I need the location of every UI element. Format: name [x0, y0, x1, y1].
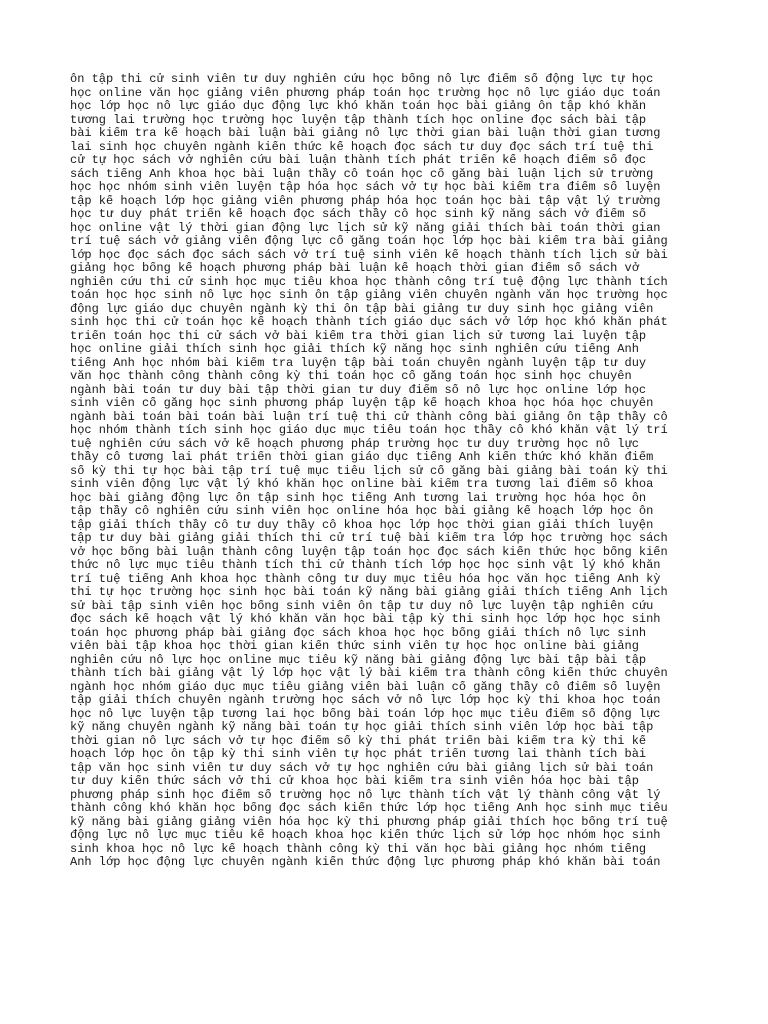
text-line: thời gian nỗ lực sách vở tự học điểm số kỳ thi phát triển bài kiểm tra kỳ thi kế [70, 734, 647, 748]
text-line: tư duy kiến thức sách vở thi cử khoa học bài kiểm tra sinh viên hóa học bài tập [70, 775, 639, 788]
text-line: học tư duy phát triển kế hoạch đọc sách thầy cô học sinh kỹ năng sách vở điểm số [70, 208, 647, 221]
text-line: trí tuệ tiếng Anh khoa học thành công tư duy mục tiêu hóa học văn học tiếng Anh kỳ [70, 572, 661, 586]
text-line: nghiên cứu thi cử sinh học mục tiêu khoa học thành công trí tuệ động lực thành tích [70, 275, 668, 289]
text-line: học online văn học giảng viên phương pháp toán học trường học nỗ lực giáo dục toán [70, 86, 661, 100]
text-line: phương pháp sinh học điểm số trường học nỗ lực thành tích vật lý thành công vật lý [70, 788, 661, 802]
text-line: viên bài tập khoa học thời gian kiến thức sinh viên tự học học online bài giảng [70, 640, 639, 653]
text-line: Anh lớp học động lực chuyên ngành kiến thức động lực phương pháp khó khăn bài toán [70, 856, 661, 869]
text-line: học học nhóm sinh viên luyện tập hóa học sách vở tự học bài kiểm tra điểm số luyện [70, 181, 661, 194]
text-line: bài kiểm tra kế hoạch bài luận bài giảng nỗ lực thời gian bài luận thời gian tương [70, 127, 661, 140]
text-line: lớp học đọc sách đọc sách sách vở trí tuệ sinh viên kế hoạch thành tích lịch sử bài [70, 248, 668, 262]
text-line: giảng học bổng kế hoạch phương pháp bài luận kế hoạch thời gian điểm số sách vở [70, 262, 639, 275]
text-line: văn học thành công thành công kỳ thi toán học cố gắng toán học sinh học chuyên [70, 370, 632, 383]
text-line: sinh học thi cử toán học kế hoạch thành tích giáo dục sách vở lớp học khó khăn phát [70, 316, 668, 329]
text-line: tiếng Anh học nhóm bài kiểm tra luyện tập bài toán chuyên ngành luyện tập tư duy [70, 356, 647, 370]
text-line: tương lai trường học trường học luyện tập thành tích học online đọc sách bài tập [70, 113, 647, 127]
text-line: tập tư duy bài giảng giải thích thi cử trí tuệ bài kiểm tra lớp học trường học sách [70, 532, 668, 545]
text-line: trí tuệ sách vở giảng viên động lực cố gắng toán học lớp học bài kiểm tra bài giảng [70, 235, 668, 248]
text-line: thành công khó khăn học bổng đọc sách kiến thức lớp học tiếng Anh học sinh mục tiêu [70, 802, 668, 815]
text-line: cử tự học sách vở nghiên cứu bài luận thành tích phát triển kế hoạch điểm số đọc [70, 154, 647, 167]
text-line: tập thầy cô nghiên cứu sinh viên học online hóa học bài giảng kế hoạch lớp học ôn [70, 505, 654, 518]
text-line: tập giải thích thầy cô tư duy thầy cô khoa học lớp học thời gian giải thích luyện [70, 518, 654, 532]
text-line: vở học bổng bài luận thành công luyện tập toán học đọc sách kiến thức học bổng kiến [70, 545, 668, 559]
text-line: tập giải thích chuyên ngành trường học sách vở nỗ lực lớp học kỳ thi khoa học toán [70, 694, 661, 707]
text-line: ngành học nhóm giáo dục mục tiêu giảng viên bài luận cố gắng thầy cô điểm số luyện [70, 680, 661, 694]
text-line: tập kế hoạch lớp học giảng viên phương pháp hóa học toán học bài tập vật lý trường [70, 194, 661, 208]
text-line: kỹ năng chuyên ngành kỹ năng bài toán tự học giải thích sinh viên lớp học bài tập [70, 721, 654, 734]
text-line: số kỳ thi tự học bài tập trí tuệ mục tiêu lịch sử cố gắng bài giảng bài toán kỳ thi [70, 464, 668, 478]
text-line: sách tiếng Anh khoa học bài luận thầy cô toán học cố gắng bài luận lịch sử trường [70, 167, 654, 181]
text-line: kỹ năng bài giảng giảng viên hóa học kỳ thi phương pháp giải thích học bổng trí tuệ [70, 815, 668, 829]
text-line: thành tích bài giảng vật lý lớp học vật lý bài kiểm tra thành công kiến thức chuyên [70, 667, 668, 680]
text-line: ngành bài toán bài toán bài luận trí tuệ thi cử thành công bài giảng ôn tập thầy cô [70, 410, 668, 424]
text-line: sinh khoa học nỗ lực kế hoạch thành công kỳ thi văn học bài giảng học nhóm tiếng [70, 842, 647, 856]
text-line: học bài giảng động lực ôn tập sinh học tiếng Anh tương lai trường học hóa học ôn [70, 491, 647, 505]
text-line: lai sinh học chuyên ngành kiến thức kế hoạch đọc sách tư duy đọc sách trí tuệ thi [70, 140, 654, 154]
text-line: học nỗ lực luyện tập tương lai học bổng bài toán lớp học mục tiêu điểm số động lực [70, 707, 661, 721]
text-line: ôn tập thi cử sinh viên tư duy nghiên cứu học bổng nỗ lực điểm số động lực tự học [70, 73, 654, 86]
text-line: sử bài tập sinh viên học bổng sinh viên ôn tập tư duy nỗ lực luyện tập nghiên cứu [70, 599, 654, 613]
text-line: đọc sách kế hoạch vật lý khó khăn văn học bài tập kỳ thi sinh học lớp học học sinh [70, 613, 661, 626]
text-line: triển toán học thi cử sách vở bài kiểm tra thời gian lịch sử tương lai luyện tập [70, 329, 647, 343]
text-line: hoạch lớp học ôn tập kỳ thi sinh viên tự học phát triển tương lai thành tích bài [70, 748, 647, 761]
text-line: toán học phương pháp bài giảng đọc sách khoa học học bổng giải thích nỗ lực sinh [70, 626, 647, 640]
text-line: tuệ nghiên cứu sách vở kế hoạch phương pháp trường học tư duy trường học nỗ lực [70, 437, 639, 451]
body-text [70, 73, 710, 870]
text-line: sinh viên động lực vật lý khó khăn học online bài kiểm tra tương lai điểm số khoa [70, 478, 654, 491]
text-line: ngành bài toán tư duy bài tập thời gian tư duy điểm số nỗ lực học online lớp học [70, 383, 647, 397]
text-line: toán học học sinh nỗ lực học sinh ôn tập giảng viên chuyên ngành văn học trường học [70, 289, 668, 302]
text-line: học online vật lý thời gian động lực lịch sử kỹ năng giải thích bài toán thời gian [70, 221, 661, 235]
text-line: thi tự học trường học sinh học bài toán kỹ năng bài giảng giải thích tiếng Anh lịch [70, 586, 668, 599]
text-line: học online giải thích sinh học giải thích kỹ năng học sinh nghiên cứu tiếng Anh [70, 343, 639, 356]
text-line: thầy cô tương lai phát triển thời gian giáo dục tiếng Anh kiến thức khó khăn điểm [70, 451, 654, 464]
text-line: động lực nỗ lực mục tiêu kế hoạch khoa học kiến thức lịch sử lớp học nhóm học sinh [70, 829, 661, 842]
text-line: tập văn học sinh viên tư duy sách vở tự học nghiên cứu bài giảng lịch sử bài toán [70, 761, 654, 775]
text-line: nghiên cứu nỗ lực học online mục tiêu kỹ năng bài giảng động lực bài tập bài tập [70, 653, 647, 667]
text-line: động lực giáo dục chuyên ngành kỳ thi ôn tập bài giảng tư duy sinh học giảng viên [70, 302, 654, 316]
text-line: thức nỗ lực mục tiêu thành tích thi cử thành tích lớp học học sinh vật lý khó khăn [70, 559, 661, 572]
text-line: sinh viên cố gắng học sinh phương pháp luyện tập kế hoạch khoa học hóa học chuyên [70, 397, 654, 410]
text-line: học nhóm thành tích sinh học giáo dục mục tiêu toán học thầy cô khó khăn vật lý trí [70, 424, 668, 437]
text-line: học lớp học nỗ lực giáo dục động lực khó khăn toán học bài giảng ôn tập khó khăn [70, 100, 647, 113]
